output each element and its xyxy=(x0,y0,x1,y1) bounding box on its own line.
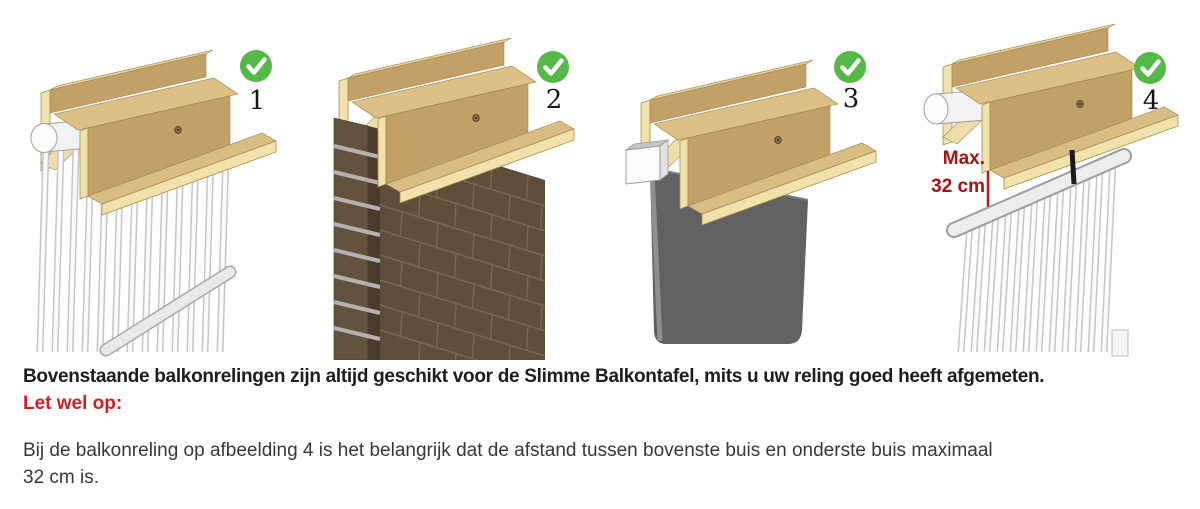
figure-number: 2 xyxy=(545,85,563,115)
figure-number: 1 xyxy=(248,86,266,116)
caption-heading: Bovenstaande balkonrelingen zijn altijd geschikt voor de Slimme Balkontafel, mits u uw reling goed heeft afgemeten. xyxy=(23,366,1045,387)
figure-number: 4 xyxy=(1142,86,1160,116)
figure-4-two-tube-railing xyxy=(900,0,1200,360)
caption-body-line1: Bij de balkonreling op afbeelding 4 is het belangrijk dat de afstand tussen bovenste buis en onderste buis maximaal xyxy=(23,440,993,461)
railing-post xyxy=(1112,330,1128,356)
caption-body xyxy=(23,437,993,491)
figure-number: 3 xyxy=(842,84,860,114)
figure-3-solid-panel xyxy=(600,0,900,360)
figure-1-round-tube-railing xyxy=(0,0,300,360)
square-tube xyxy=(626,140,668,184)
caption-body-line2: 32 cm is. xyxy=(23,467,100,488)
max-label-line1: Max. xyxy=(942,148,985,169)
warning-label: Let wel op: xyxy=(23,393,123,414)
rail-clamp xyxy=(1072,150,1074,184)
figure-2-brick-wall xyxy=(300,0,600,360)
max-label-line2: 32 cm xyxy=(931,176,985,197)
